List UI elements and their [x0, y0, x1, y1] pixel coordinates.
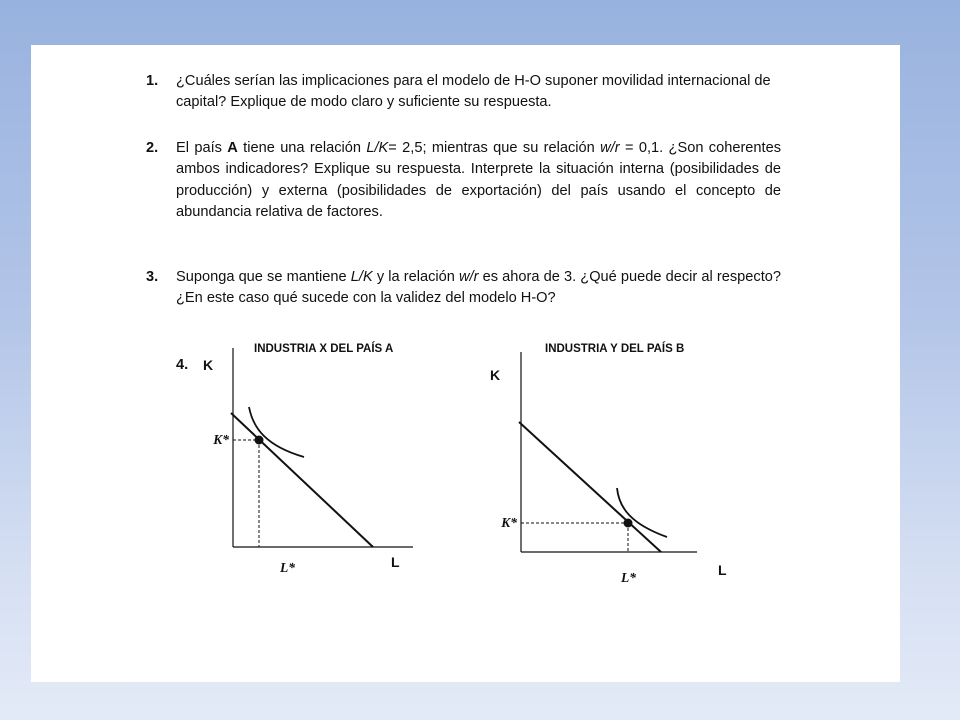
ratio-wr: w/r [600, 140, 620, 156]
text-segment: El país [176, 140, 228, 156]
ratio-lk: L/K [366, 140, 389, 156]
question-1 [146, 71, 781, 114]
text-segment: = 2,5; mientras que su relación [388, 140, 601, 156]
x-axis-label: L [718, 562, 727, 578]
y-axis-label: K [203, 357, 214, 373]
text-segment: Suponga que se mantiene [176, 269, 351, 285]
graph-title: INDUSTRIA X DEL PAÍS A [254, 343, 394, 355]
isoquant-curve [617, 488, 667, 537]
ratio-wr: w/r [459, 269, 479, 285]
budget-line [231, 413, 373, 547]
x-axis-label: L [391, 554, 400, 570]
question-text [176, 267, 781, 310]
tangency-point [255, 436, 264, 445]
l-star-label: L* [280, 560, 295, 575]
tangency-point [624, 519, 633, 528]
question-text [176, 138, 781, 223]
question-number: 3. [146, 269, 159, 285]
l-star-label: L* [621, 570, 636, 585]
text-segment: es ahora de 3. ¿Qué puede decir al respecto? ¿En este caso qué sucede con la validez del modelo H-O? [176, 269, 781, 307]
question-number: 2. [146, 140, 159, 156]
question-4-number: 4. [176, 357, 189, 373]
k-star-label: K* [501, 515, 517, 530]
y-axis-label: K [490, 367, 501, 383]
text-segment: y la relación [372, 269, 459, 285]
k-star-label: K* [213, 432, 229, 447]
question-3 [146, 267, 781, 310]
text-segment: tiene una relación [237, 140, 367, 156]
slide-page [31, 45, 900, 682]
graph-title: INDUSTRIA Y DEL PAÍS B [545, 343, 685, 355]
budget-line [519, 422, 661, 552]
text-segment: = 0,1. ¿Son coherentes ambos indicadores? Explique su respuesta. Interprete la situación interna (posibilidades de producción) y externa (posibilidades de exportación) del país usando el concepto de abundancia relativa de factores. [176, 140, 781, 220]
graph-industria-x [191, 340, 451, 590]
country-label: A [227, 140, 238, 156]
isoquant-curve [249, 407, 304, 457]
question-text: ¿Cuáles serían las implicaciones para el modelo de H-O suponer movilidad internacional de capital? Explique de modo claro y suficiente su respuesta. [176, 73, 771, 111]
graph-industria-y [471, 340, 741, 600]
question-2 [146, 138, 781, 223]
question-number: 1. [146, 73, 159, 89]
ratio-lk: L/K [350, 269, 373, 285]
